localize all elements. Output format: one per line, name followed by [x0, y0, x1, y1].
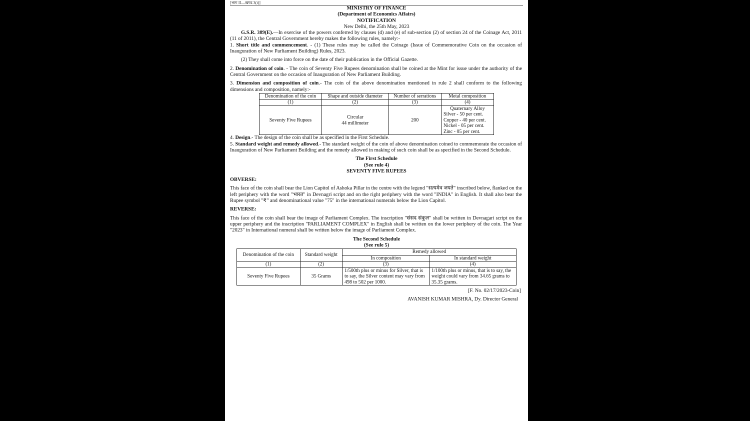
- weight-remedy-cell: 1/100th plus or minus, that is to say, the weight could vary from 34.65 grams to 35.35 grams.: [429, 268, 516, 286]
- gsr-text: —In exercise of the powers conferred by clauses (d) and (e) of sub-section (2) of section 24 of the Coinage Act, 2011 (11 of 2011), the Central Government hereby makes the following rules, namely:-: [230, 30, 522, 42]
- rule-2-text: . - The coin of Seventy Five Rupees denomination shall be coined at the Mint for issue under the authority of the Central Government on the occasion of Inauguration of New Parliament Building.: [230, 65, 522, 78]
- second-schedule-ref: (See rule 5): [363, 242, 390, 248]
- rule-4-title: Design: [235, 135, 251, 141]
- composition-line: Nickel - 05 per cent.: [443, 123, 485, 129]
- table-header-cell: Number of serrations: [389, 93, 442, 99]
- gsr-paragraph: [230, 30, 522, 42]
- table-cell: (3): [342, 261, 429, 267]
- first-schedule-title: The First Schedule: [355, 156, 398, 162]
- rule-4-text: .- The design of the coin shall be as specified in the First Schedule.: [250, 135, 390, 141]
- rule-5-text: .- The standard weight of the coin of above denomination coined to commemorate the occasion of Inauguration of New Parliament Building and the remedy allowed in making of such coin shall be as specified in the Second Schedule.: [230, 141, 522, 153]
- signatory: AVANISH KUMAR MISHRA, Dy. Director General: [407, 296, 518, 303]
- file-number: [F. No. 02/17/2023-Coin]: [468, 288, 521, 294]
- composition-remedy-cell: 1/500th plus or minus for Silver, that is to say, the Silver content may vary from 498 to 502 per 1000.: [342, 268, 429, 286]
- table-header-cell: Denomination of the coin: [237, 249, 300, 262]
- weight-cell: 35 Grams: [300, 268, 342, 286]
- table-header-row: [259, 93, 494, 99]
- table-cell: (4): [441, 99, 494, 105]
- first-schedule-ref: (See rule 4): [363, 162, 390, 168]
- rule-3: 3. Dimension and composition of coin.- The coin of the above denomination mentioned in rule 2 shall conform to the following dimensions and composition, namely:-: [230, 80, 522, 93]
- rule-2: 2. Denomination of coin. - The coin of Seventy Five Rupees denomination shall be coined at the Mint for issue under the authority of the Central Government on the occasion of Inauguration of New Parliament Building.: [230, 65, 522, 78]
- composition-line: Silver - 50 per cent.: [443, 111, 484, 118]
- table-header-cell: Denomination of the coin: [259, 93, 321, 99]
- rule-1-title: Short title and commencement: [236, 42, 307, 48]
- table-header-cell: Standard weight: [300, 249, 342, 262]
- department-title: (Department of Economics Affairs): [337, 11, 416, 18]
- table-row: [259, 106, 494, 135]
- second-schedule-title: The Second Schedule: [352, 236, 401, 242]
- rule-5-title: Standard weight and remedy allowed: [235, 141, 319, 147]
- place-date: New Delhi, the 25th May, 2023: [343, 23, 410, 30]
- shape-cell: [322, 106, 389, 135]
- table-cell: (2): [300, 261, 342, 267]
- obverse-text: This face of the coin shall bear the Lion Capitol of Ashoka Pillar in the centre with the legend "सत्यमेव जयते" inscribed below, flanked on the left periphery with the word "भारत" in Devnagri script and on the right periphery with the word "INDIA" in English. It shall also bear the Rupee symbol "₹" and denominational value "75" in the international numerals below the Lion Capitol.: [230, 185, 522, 204]
- rule-2-title: Denomination of coin: [235, 65, 284, 72]
- table-cell: (3): [389, 99, 442, 105]
- rule-1: 1. Short title and commencement. - (1) These rules may be called the Coinage (Issue of Commemorative Coin on the occasion of Inauguration of New Parliament Building) Rules, 2023.: [230, 42, 523, 55]
- obverse-heading: OBVERSE:: [230, 177, 257, 183]
- rule-4: 4. Design.- The design of the coin shall be as specified in the First Schedule.: [230, 135, 390, 141]
- composition-line: Quaternary Alloy: [450, 105, 485, 112]
- gazette-part-label: [भाग II—खण्ड 3(i)]: [230, 0, 261, 5]
- rule-1-text: . - (1) These rules may be called the Coinage (Issue of Commemorative Coin on the occasion of Inauguration of New Parliament Building) Rules, 2023.: [230, 42, 523, 55]
- table-header-cell: In composition: [342, 255, 429, 261]
- gsr-code: G.S.R. 389(E).: [241, 30, 274, 36]
- ministry-title: MINISTRY OF FINANCE: [346, 5, 407, 11]
- rule-3-text: .- The coin of the above denomination mentioned in rule 2 shall conform to the following dimensions and composition, namely:-: [230, 80, 522, 93]
- table-header-cell: Metal composition: [441, 93, 494, 99]
- rule-1-sub-2: (2) They shall come into force on the date of their publication in the Official Gazette.: [241, 57, 418, 63]
- notification-title: NOTIFICATION: [357, 17, 396, 24]
- table-cell: (1): [237, 261, 300, 267]
- composition-line: Copper - 40 per cent.: [443, 117, 486, 123]
- table-header-cell: Shape and outside diameter: [322, 93, 389, 99]
- weight-remedy-table: [237, 249, 517, 286]
- reverse-text: This face of the coin shall bear the image of Parliament Complex. The inscription "संसद संकुल" shall be written in Devnagari script on the upper periphery and the inscription "PARLIAMENT COMPLEX" in English shall be written on the lower periphery of the coin. The Year "2023" in International numeral shall be written below the image of Parliament Complex.: [230, 215, 522, 234]
- denomination-cell: Seventy Five Rupees: [237, 268, 300, 286]
- table-header-cell: Remedy allowed: [342, 249, 516, 255]
- first-schedule-subtitle: SEVENTY FIVE RUPEES: [346, 168, 407, 174]
- rule-5: 5. Standard weight and remedy allowed.- The standard weight of the coin of above denomination coined to commemorate the occasion of Inauguration of New Parliament Building and the remedy allowed in making of such coin shall be as specified in the Second Schedule.: [230, 141, 522, 153]
- serrations-cell: 200: [389, 106, 442, 135]
- shape-value: Circular: [346, 114, 364, 121]
- rule-3-title: Dimension and composition of coin: [236, 80, 319, 87]
- composition-cell: [441, 106, 494, 135]
- table-cell: (2): [322, 99, 389, 105]
- table-cell: (4): [429, 261, 516, 267]
- gazette-page: [225, 0, 528, 421]
- table-cell: (1): [259, 99, 321, 105]
- denomination-cell: Seventy Five Rupees: [259, 106, 321, 135]
- diameter-value: 44 millimeter: [341, 120, 369, 126]
- dimension-composition-table: [259, 93, 494, 135]
- reverse-heading: REVERSE:: [230, 206, 257, 213]
- document-body: [225, 0, 528, 303]
- table-row: [237, 268, 517, 286]
- composition-line: Zinc - 05 per cent.: [443, 128, 481, 135]
- table-header-cell: In standard weight: [429, 255, 516, 261]
